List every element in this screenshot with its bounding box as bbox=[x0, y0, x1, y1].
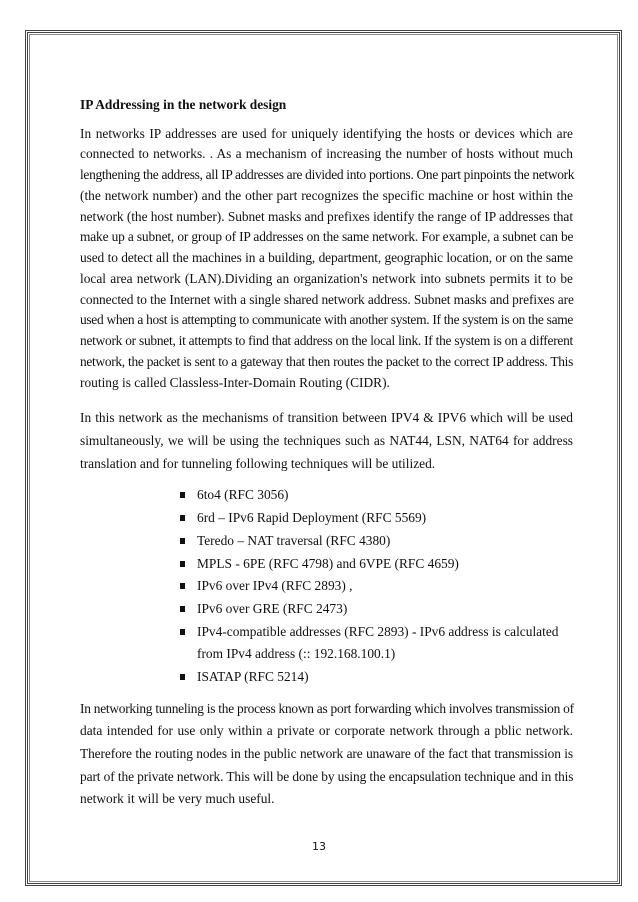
section-heading: IP Addressing in the network design bbox=[80, 97, 287, 112]
text-line: In networks IP addresses are used for uniquely identifying the hosts or devices which are bbox=[80, 125, 573, 141]
list-item-text: MPLS - 6PE (RFC 4798) and 6VPE (RFC 4659) bbox=[197, 555, 459, 571]
list-item-text: IPv6 over IPv4 (RFC 2893) , bbox=[197, 578, 353, 594]
paragraph-transition bbox=[80, 407, 573, 475]
list-item-text: 6to4 (RFC 3056) bbox=[197, 487, 289, 503]
text-line: network it will be very much useful. bbox=[80, 791, 275, 807]
square-bullet-icon bbox=[180, 561, 185, 567]
page-content bbox=[80, 95, 573, 811]
list-item bbox=[180, 484, 573, 507]
text-line: network, the packet is sent to a gateway that then routes the packet to the correct IP address. This bbox=[80, 353, 573, 369]
text-line: routing is called Classless-Inter-Domain Routing (CIDR). bbox=[80, 374, 390, 390]
list-item bbox=[180, 598, 573, 621]
list-item-text: 6rd – IPv6 Rapid Deployment (RFC 5569) bbox=[197, 510, 427, 526]
text-line: network or subnet, it attempts to find that address on the local link. If the system is on a different bbox=[80, 333, 574, 349]
list-item bbox=[180, 507, 573, 530]
text-line: Therefore the routing nodes in the public network are unaware of the fact that transmission is bbox=[80, 746, 573, 762]
text-line: (the network number) and the other part recognizes the specific machine or host within the bbox=[80, 187, 573, 203]
paragraph-tunneling bbox=[80, 698, 573, 811]
text-line: used to detect all the machines in a building, department, geographic location, or on the same bbox=[80, 250, 573, 266]
text-line: network (the host number). Subnet masks and prefixes identify the range of IP addresses that bbox=[80, 208, 573, 224]
list-item bbox=[180, 621, 573, 666]
text-line: In this network as the mechanisms of transition between IPV4 & IPV6 which will be used bbox=[80, 410, 573, 426]
list-item-text: IPv6 over GRE (RFC 2473) bbox=[197, 600, 348, 616]
text-line: connected to the Internet with a single shared network address. Subnet masks and prefixes are bbox=[80, 291, 574, 307]
list-item-text: Teredo – NAT traversal (RFC 4380) bbox=[197, 532, 391, 548]
text-line: simultaneously, we will be using the techniques such as NAT44, LSN, NAT64 for address bbox=[80, 433, 573, 449]
square-bullet-icon bbox=[180, 583, 185, 589]
square-bullet-icon bbox=[180, 492, 185, 498]
square-bullet-icon bbox=[180, 538, 185, 544]
list-item-text: ISATAP (RFC 5214) bbox=[197, 669, 309, 685]
page-number: 13 bbox=[312, 840, 326, 853]
list-item bbox=[180, 553, 573, 576]
square-bullet-icon bbox=[180, 606, 185, 612]
list-item bbox=[180, 666, 573, 689]
square-bullet-icon bbox=[180, 629, 185, 635]
list-item-text: IPv4-compatible addresses (RFC 2893) - IPv6 address is calculated from IPv4 address (:: 192.168.100.1) bbox=[197, 623, 559, 662]
text-line: connected to networks. . As a mechanism of increasing the number of hosts without much bbox=[80, 146, 573, 162]
list-item bbox=[180, 530, 573, 553]
text-line: make up a subnet, or group of IP addresses on the same network. For example, a subnet can be bbox=[80, 229, 574, 245]
text-line: part of the private network. This will be done by using the encapsulation technique and in this bbox=[80, 768, 574, 784]
text-line: lengthening the address, all IP addresses are divided into portions. One part pinpoints the network bbox=[80, 167, 575, 183]
text-line: used when a host is attempting to communicate with another system. If the system is on the same bbox=[80, 312, 573, 328]
list-item bbox=[180, 575, 573, 598]
text-line: In networking tunneling is the process known as port forwarding which involves transmission of bbox=[80, 700, 574, 716]
tunneling-techniques-list bbox=[180, 484, 573, 688]
square-bullet-icon bbox=[180, 674, 185, 680]
text-line: data intended for use only within a private or corporate network through a pblic network. bbox=[80, 723, 573, 739]
text-line: local area network (LAN).Dividing an organization's network into subnets permits it to be bbox=[80, 270, 573, 286]
paragraph-ip-addressing bbox=[80, 124, 573, 394]
square-bullet-icon bbox=[180, 515, 185, 521]
text-line: translation and for tunneling following techniques will be utilized. bbox=[80, 455, 436, 471]
